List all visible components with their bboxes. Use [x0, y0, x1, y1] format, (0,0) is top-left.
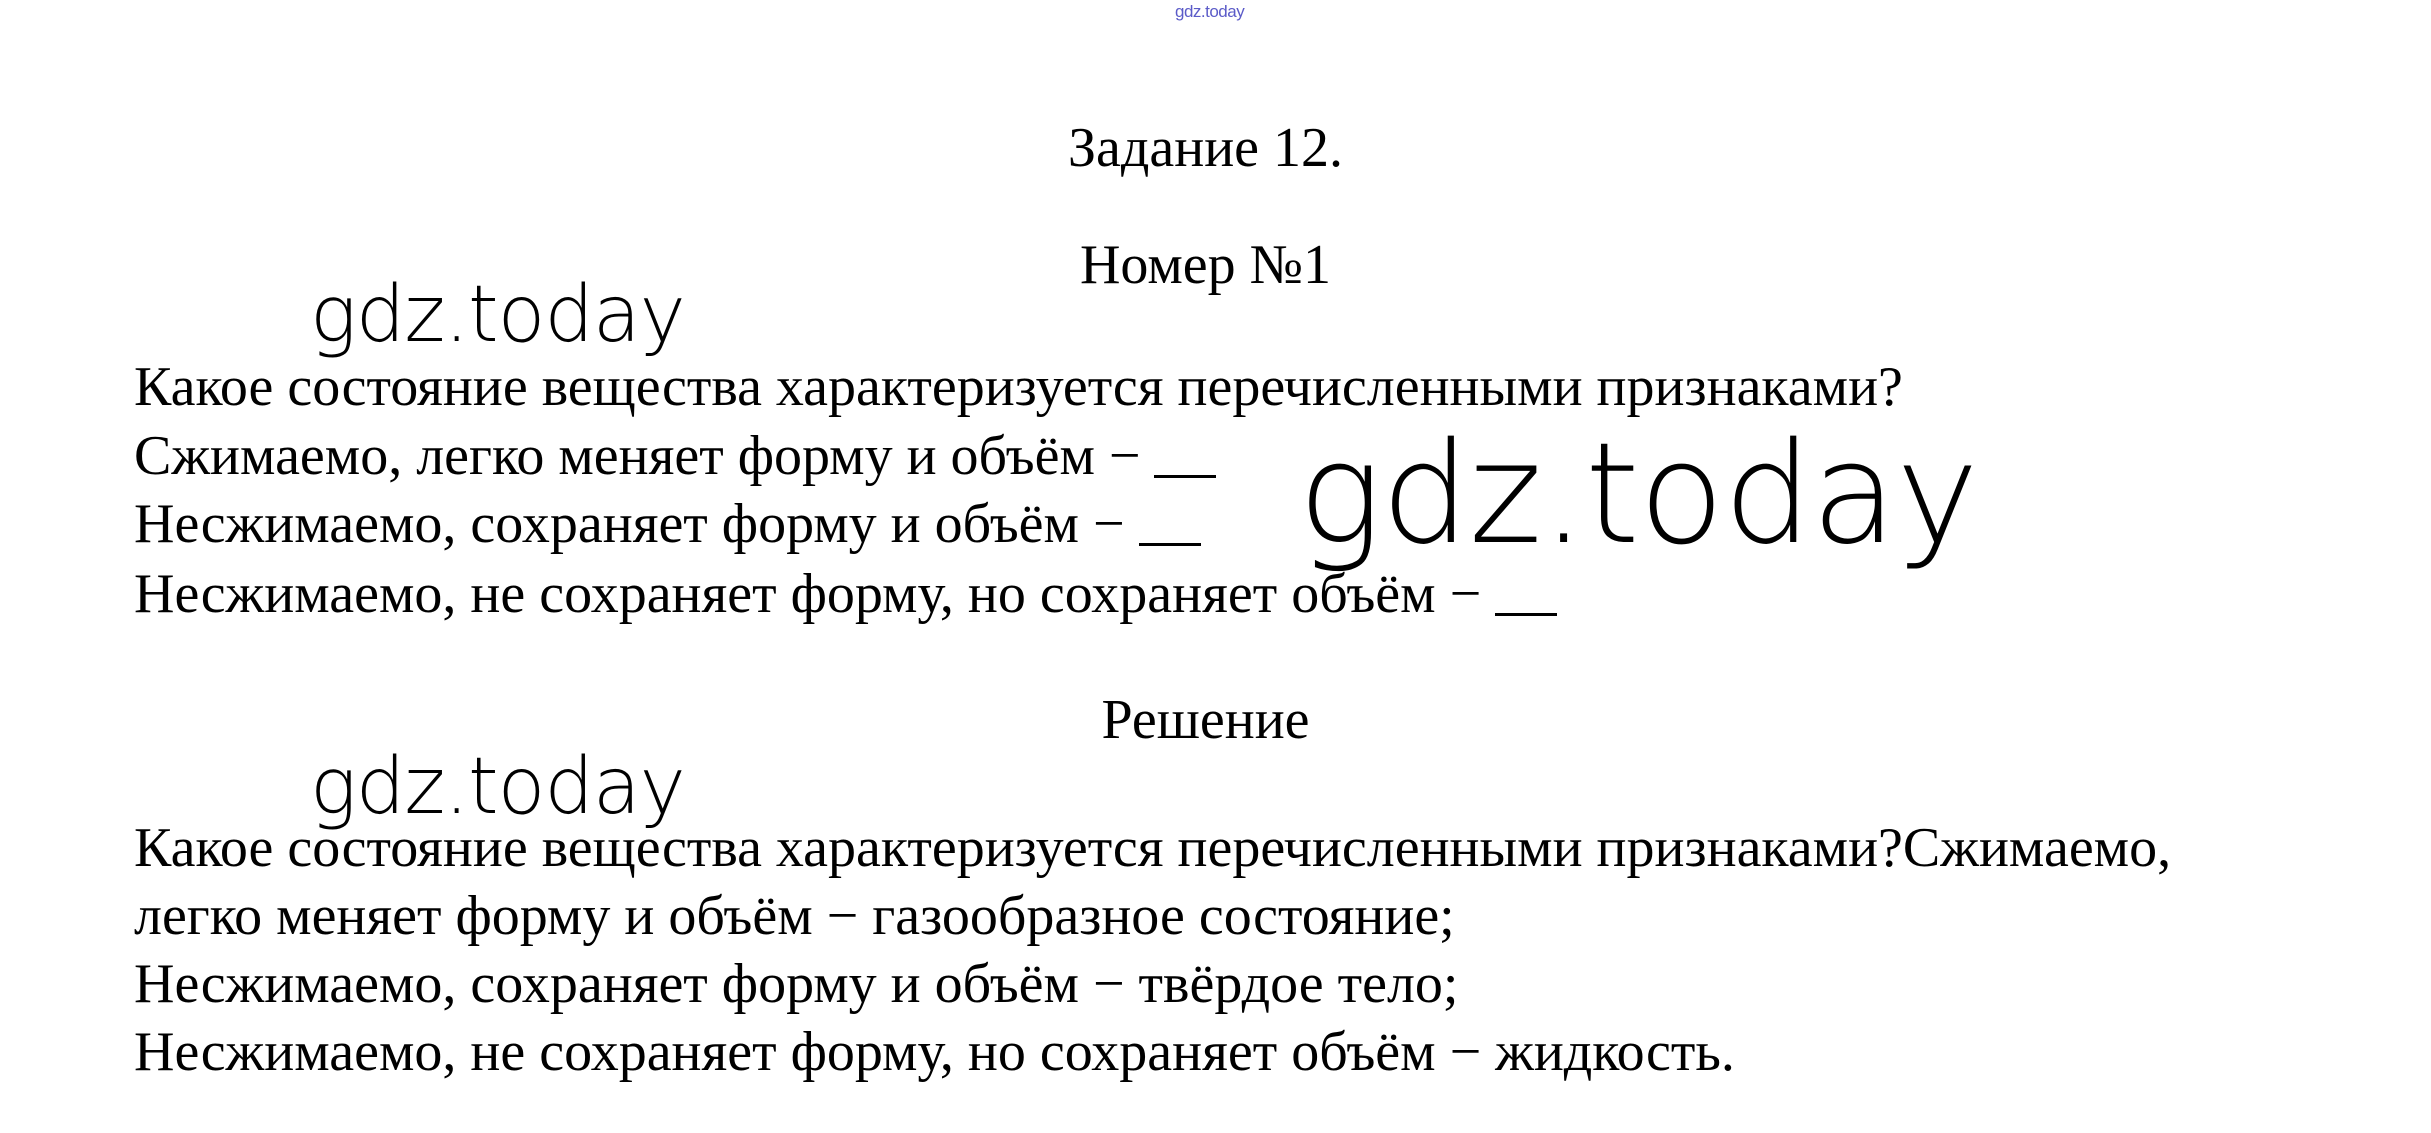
- question-item-text: Несжимаемо, не сохраняет форму, но сохраняет объём −: [134, 563, 1482, 625]
- task-number: Номер №1: [1079, 234, 1332, 296]
- question-prompt: Какое состояние вещества характеризуется перечисленными признаками?: [134, 356, 1903, 418]
- solution-line: Какое состояние вещества характеризуется перечисленными признаками?Сжимаемо,: [134, 817, 2172, 879]
- answer-blank: [1139, 543, 1201, 546]
- site-mark: gdz.today: [1175, 2, 1245, 21]
- answer-blank: [1154, 475, 1216, 478]
- question-item-text: Сжимаемо, легко меняет форму и объём −: [134, 425, 1141, 487]
- solution-line: легко меняет форму и объём − газообразное состояние;: [134, 885, 1455, 947]
- question-item: [134, 494, 1201, 554]
- solution-title: Решение: [1101, 689, 1310, 751]
- question-item-text: Несжимаемо, сохраняет форму и объём −: [134, 493, 1125, 555]
- watermark-solution: gdz.today: [310, 742, 685, 832]
- question-item: [134, 426, 1216, 486]
- watermark-top-left: gdz.today: [310, 270, 685, 360]
- answer-blank: [1495, 613, 1557, 616]
- watermark-large: gdz.today: [1298, 413, 1978, 576]
- solution-line: Несжимаемо, не сохраняет форму, но сохраняет объём − жидкость.: [134, 1021, 1735, 1083]
- solution-line: Несжимаемо, сохраняет форму и объём − твёрдое тело;: [134, 953, 1459, 1015]
- task-title: Задание 12.: [1067, 117, 1344, 179]
